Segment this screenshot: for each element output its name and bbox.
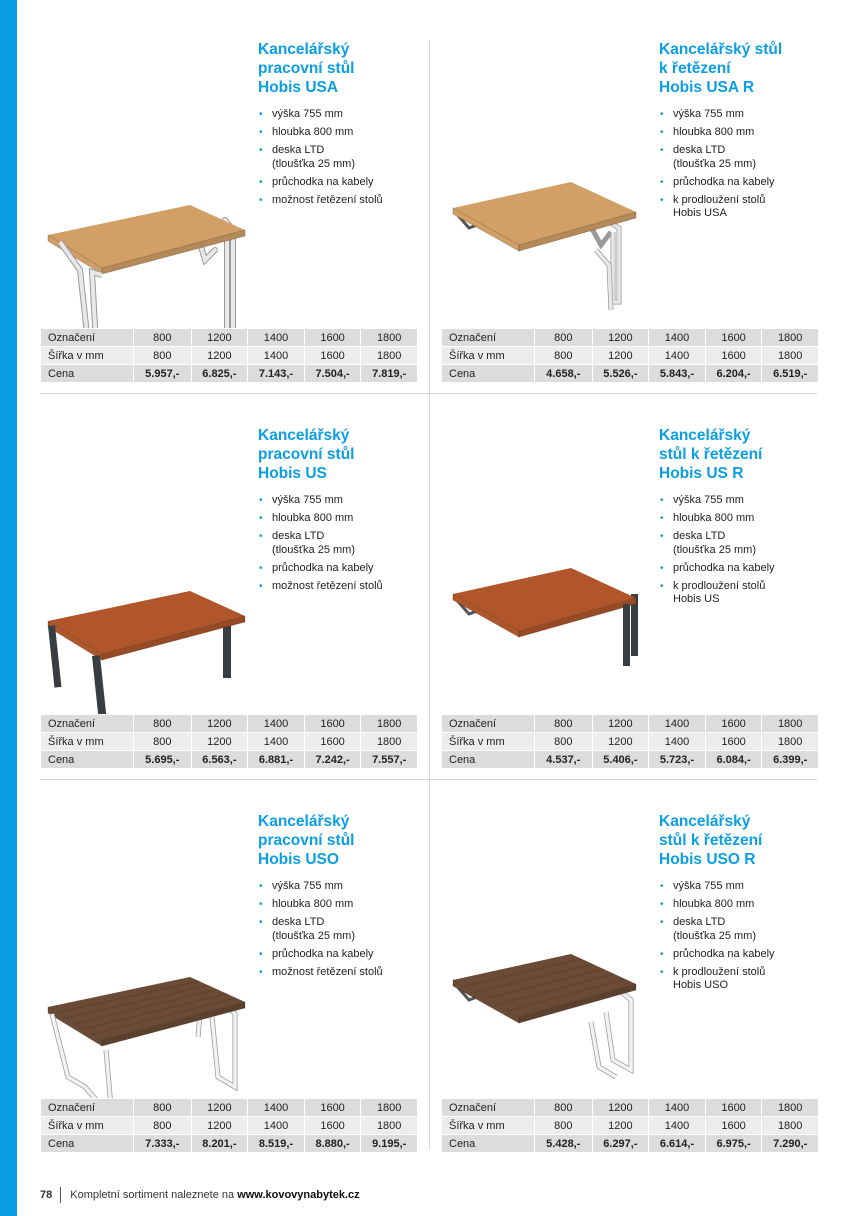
- feature-item: • deska LTD (tloušťka 25 mm): [659, 916, 824, 943]
- size-cell: 1800: [361, 347, 418, 365]
- product-title-line: Kancelářský: [258, 41, 350, 58]
- row-label: Označení: [442, 1099, 535, 1117]
- price-cell: 5.843,-: [649, 365, 706, 383]
- feature-list: [659, 880, 824, 997]
- size-cell: 1400: [649, 329, 706, 347]
- product-title-line: Kancelářský: [258, 813, 350, 830]
- price-cell: 5.695,-: [133, 751, 191, 769]
- feature-item: • k prodloužení stolů Hobis US: [659, 580, 824, 607]
- price-cell: 4.658,-: [534, 365, 592, 383]
- size-cell: 1200: [592, 347, 649, 365]
- footer-link[interactable]: www.kovovynabytek.cz: [237, 1189, 360, 1201]
- size-cell: 800: [534, 329, 592, 347]
- size-cell: 1400: [248, 715, 305, 733]
- product-title-line: Hobis USO: [258, 851, 339, 868]
- row-label: Cena: [442, 751, 535, 769]
- size-cell: 800: [133, 1099, 191, 1117]
- price-cell: 5.526,-: [592, 365, 649, 383]
- price-cell: 6.297,-: [592, 1135, 649, 1153]
- feature-item: • možnost řetězení stolů: [258, 966, 423, 980]
- product-title-line: pracovní stůl: [258, 446, 355, 463]
- size-cell: 1400: [248, 329, 305, 347]
- page-number: 78: [40, 1189, 53, 1201]
- product-title: [659, 812, 819, 869]
- row-label: Označení: [41, 329, 134, 347]
- price-row: [442, 347, 819, 365]
- price-cell: 6.975,-: [705, 1135, 762, 1153]
- feature-item: • výška 755 mm: [659, 494, 824, 508]
- size-cell: 1600: [705, 1117, 762, 1135]
- size-cell: 1200: [592, 733, 649, 751]
- feature-item: • možnost řetězení stolů: [258, 580, 423, 594]
- feature-item: • výška 755 mm: [659, 880, 824, 894]
- price-cell: 6.084,-: [705, 751, 762, 769]
- price-table: [40, 714, 418, 769]
- row-label: Šířka v mm: [442, 347, 535, 365]
- product-title: [258, 812, 418, 869]
- size-cell: 800: [534, 733, 592, 751]
- size-cell: 800: [133, 347, 191, 365]
- size-cell: 1800: [762, 347, 819, 365]
- size-cell: 800: [133, 715, 191, 733]
- product-title: [659, 426, 819, 483]
- price-table: [441, 1098, 819, 1153]
- size-cell: 1800: [762, 715, 819, 733]
- product-title-line: stůl k řetězení: [659, 446, 763, 463]
- product-title: [258, 40, 418, 97]
- price-cell: 6.881,-: [248, 751, 305, 769]
- size-cell: 1400: [649, 347, 706, 365]
- desk-cherry-black-legs-icon: [40, 496, 255, 741]
- price-row: [442, 1099, 819, 1117]
- size-cell: 1400: [248, 733, 305, 751]
- desk-top: [453, 568, 636, 631]
- size-cell: 1600: [705, 715, 762, 733]
- side-accent-bar: [0, 0, 17, 1216]
- price-cell: 8.519,-: [248, 1135, 305, 1153]
- product-title: [258, 426, 418, 483]
- price-row: [41, 1135, 418, 1153]
- price-cell: 7.504,-: [304, 365, 361, 383]
- size-cell: 1600: [705, 1099, 762, 1117]
- price-row: [41, 751, 418, 769]
- feature-item: • hloubka 800 mm: [659, 512, 824, 526]
- feature-item: • průchodka na kabely: [258, 948, 423, 962]
- size-cell: 1800: [361, 1117, 418, 1135]
- row-label: Šířka v mm: [442, 733, 535, 751]
- size-cell: 1600: [705, 733, 762, 751]
- feature-item: • deska LTD (tloušťka 25 mm): [258, 530, 423, 557]
- price-row: [442, 1135, 819, 1153]
- price-cell: 4.537,-: [534, 751, 592, 769]
- size-cell: 1400: [649, 733, 706, 751]
- product-title-line: pracovní stůl: [258, 60, 355, 77]
- row-label: Cena: [41, 365, 134, 383]
- price-cell: 5.406,-: [592, 751, 649, 769]
- size-cell: 1800: [762, 329, 819, 347]
- row-label: Šířka v mm: [41, 733, 134, 751]
- product-title-line: Kancelářský: [258, 427, 350, 444]
- price-cell: 6.563,-: [191, 751, 248, 769]
- price-table: [441, 328, 819, 383]
- size-cell: 1800: [361, 329, 418, 347]
- size-cell: 800: [534, 1117, 592, 1135]
- price-table: [40, 1098, 418, 1153]
- size-cell: 1800: [361, 715, 418, 733]
- product-title-line: Hobis USA: [258, 79, 339, 96]
- price-row: [41, 329, 418, 347]
- feature-item: • deska LTD (tloušťka 25 mm): [258, 916, 423, 943]
- desk-beech-a-frame-icon: [40, 110, 255, 355]
- feature-item: • průchodka na kabely: [659, 948, 824, 962]
- size-cell: 1600: [304, 329, 361, 347]
- price-cell: 8.201,-: [191, 1135, 248, 1153]
- column-divider: [429, 40, 430, 1150]
- product-title-line: stůl k řetězení: [659, 832, 763, 849]
- size-cell: 1400: [649, 1099, 706, 1117]
- price-cell: 9.195,-: [361, 1135, 418, 1153]
- product-title-line: Kancelářský: [659, 813, 751, 830]
- feature-item: • deska LTD (tloušťka 25 mm): [258, 144, 423, 171]
- feature-item: • hloubka 800 mm: [659, 898, 824, 912]
- row-label: Šířka v mm: [41, 347, 134, 365]
- feature-item: • deska LTD (tloušťka 25 mm): [659, 530, 824, 557]
- product-title-line: Hobis US R: [659, 465, 744, 482]
- price-cell: 6.825,-: [191, 365, 248, 383]
- price-row: [41, 1117, 418, 1135]
- feature-item: • hloubka 800 mm: [258, 512, 423, 526]
- price-row: [41, 347, 418, 365]
- price-row: [442, 329, 819, 347]
- price-cell: 5.428,-: [534, 1135, 592, 1153]
- size-cell: 800: [133, 733, 191, 751]
- price-cell: 8.880,-: [304, 1135, 361, 1153]
- feature-item: • k prodloužení stolů Hobis USA: [659, 194, 824, 221]
- desk-extension-walnut-icon: [441, 872, 656, 1117]
- feature-list: [258, 494, 423, 598]
- size-cell: 1800: [762, 1117, 819, 1135]
- size-cell: 1200: [191, 1099, 248, 1117]
- feature-item: • výška 755 mm: [258, 494, 423, 508]
- price-cell: 6.204,-: [705, 365, 762, 383]
- desk-walnut-loop-legs-icon: [40, 882, 255, 1127]
- desk-extension-cherry-icon: [441, 486, 656, 731]
- feature-item: • průchodka na kabely: [258, 562, 423, 576]
- row-label: Označení: [442, 715, 535, 733]
- price-row: [41, 733, 418, 751]
- desk-top: [453, 954, 636, 1017]
- size-cell: 1400: [248, 347, 305, 365]
- price-cell: 7.333,-: [133, 1135, 191, 1153]
- size-cell: 1200: [592, 715, 649, 733]
- size-cell: 1800: [762, 733, 819, 751]
- row-label: Šířka v mm: [41, 1117, 134, 1135]
- price-row: [442, 733, 819, 751]
- price-row: [41, 365, 418, 383]
- feature-item: • průchodka na kabely: [659, 176, 824, 190]
- size-cell: 800: [133, 329, 191, 347]
- size-cell: 1400: [248, 1117, 305, 1135]
- feature-list: [659, 108, 824, 225]
- size-cell: 1800: [361, 733, 418, 751]
- desk-leg: [623, 604, 630, 666]
- feature-list: [258, 108, 423, 212]
- size-cell: 1200: [592, 329, 649, 347]
- feature-item: • deska LTD (tloušťka 25 mm): [659, 144, 824, 171]
- size-cell: 1400: [649, 715, 706, 733]
- feature-item: • možnost řetězení stolů: [258, 194, 423, 208]
- desk-extension-beech-icon: [441, 100, 656, 345]
- product-title-line: pracovní stůl: [258, 832, 355, 849]
- row-label: Cena: [442, 365, 535, 383]
- product-title-line: Hobis USO R: [659, 851, 756, 868]
- footer-separator: [60, 1187, 61, 1203]
- size-cell: 1600: [304, 733, 361, 751]
- product-title-line: k řetězení: [659, 60, 731, 77]
- desk-leg: [48, 625, 61, 687]
- size-cell: 1200: [592, 1117, 649, 1135]
- price-cell: 6.399,-: [762, 751, 819, 769]
- size-cell: 1600: [705, 329, 762, 347]
- feature-item: • výška 755 mm: [659, 108, 824, 122]
- price-cell: 7.557,-: [361, 751, 418, 769]
- price-row: [41, 715, 418, 733]
- size-cell: 800: [534, 347, 592, 365]
- footer-text: Kompletní sortiment naleznete na: [70, 1189, 235, 1201]
- size-cell: 800: [534, 715, 592, 733]
- product-title-line: Hobis US: [258, 465, 327, 482]
- feature-list: [659, 494, 824, 611]
- size-cell: 1200: [191, 1117, 248, 1135]
- price-row: [442, 1117, 819, 1135]
- row-label: Označení: [41, 715, 134, 733]
- size-cell: 1200: [191, 715, 248, 733]
- feature-item: • hloubka 800 mm: [659, 126, 824, 140]
- price-row: [442, 715, 819, 733]
- size-cell: 1200: [191, 329, 248, 347]
- row-label: Šířka v mm: [442, 1117, 535, 1135]
- size-cell: 1800: [361, 1099, 418, 1117]
- size-cell: 1200: [592, 1099, 649, 1117]
- size-cell: 1600: [705, 347, 762, 365]
- size-cell: 800: [534, 1099, 592, 1117]
- size-cell: 1600: [304, 1099, 361, 1117]
- feature-list: [258, 880, 423, 984]
- product-title-line: Hobis USA R: [659, 79, 755, 96]
- price-table: [441, 714, 819, 769]
- size-cell: 1200: [191, 347, 248, 365]
- price-cell: 5.723,-: [649, 751, 706, 769]
- product-title: [659, 40, 819, 97]
- size-cell: 1800: [762, 1099, 819, 1117]
- size-cell: 1600: [304, 1117, 361, 1135]
- feature-item: • průchodka na kabely: [258, 176, 423, 190]
- size-cell: 800: [133, 1117, 191, 1135]
- price-row: [41, 1099, 418, 1117]
- row-label: Cena: [41, 751, 134, 769]
- price-cell: 7.819,-: [361, 365, 418, 383]
- size-cell: 1400: [649, 1117, 706, 1135]
- size-cell: 1600: [304, 715, 361, 733]
- price-cell: 7.143,-: [248, 365, 305, 383]
- feature-item: • výška 755 mm: [258, 108, 423, 122]
- size-cell: 1600: [304, 347, 361, 365]
- row-label: Označení: [41, 1099, 134, 1117]
- page-footer: [40, 1187, 360, 1203]
- feature-item: • průchodka na kabely: [659, 562, 824, 576]
- product-title-line: Kancelářský: [659, 427, 751, 444]
- price-table: [40, 328, 418, 383]
- feature-item: • hloubka 800 mm: [258, 126, 423, 140]
- price-cell: 6.614,-: [649, 1135, 706, 1153]
- row-label: Označení: [442, 329, 535, 347]
- price-row: [442, 751, 819, 769]
- row-label: Cena: [442, 1135, 535, 1153]
- row-label: Cena: [41, 1135, 134, 1153]
- price-cell: 7.242,-: [304, 751, 361, 769]
- price-row: [442, 365, 819, 383]
- price-cell: 6.519,-: [762, 365, 819, 383]
- feature-item: • hloubka 800 mm: [258, 898, 423, 912]
- size-cell: 1200: [191, 733, 248, 751]
- product-title-line: Kancelářský stůl: [659, 41, 783, 58]
- price-cell: 5.957,-: [133, 365, 191, 383]
- price-cell: 7.290,-: [762, 1135, 819, 1153]
- size-cell: 1400: [248, 1099, 305, 1117]
- feature-item: • k prodloužení stolů Hobis USO: [659, 966, 824, 993]
- feature-item: • výška 755 mm: [258, 880, 423, 894]
